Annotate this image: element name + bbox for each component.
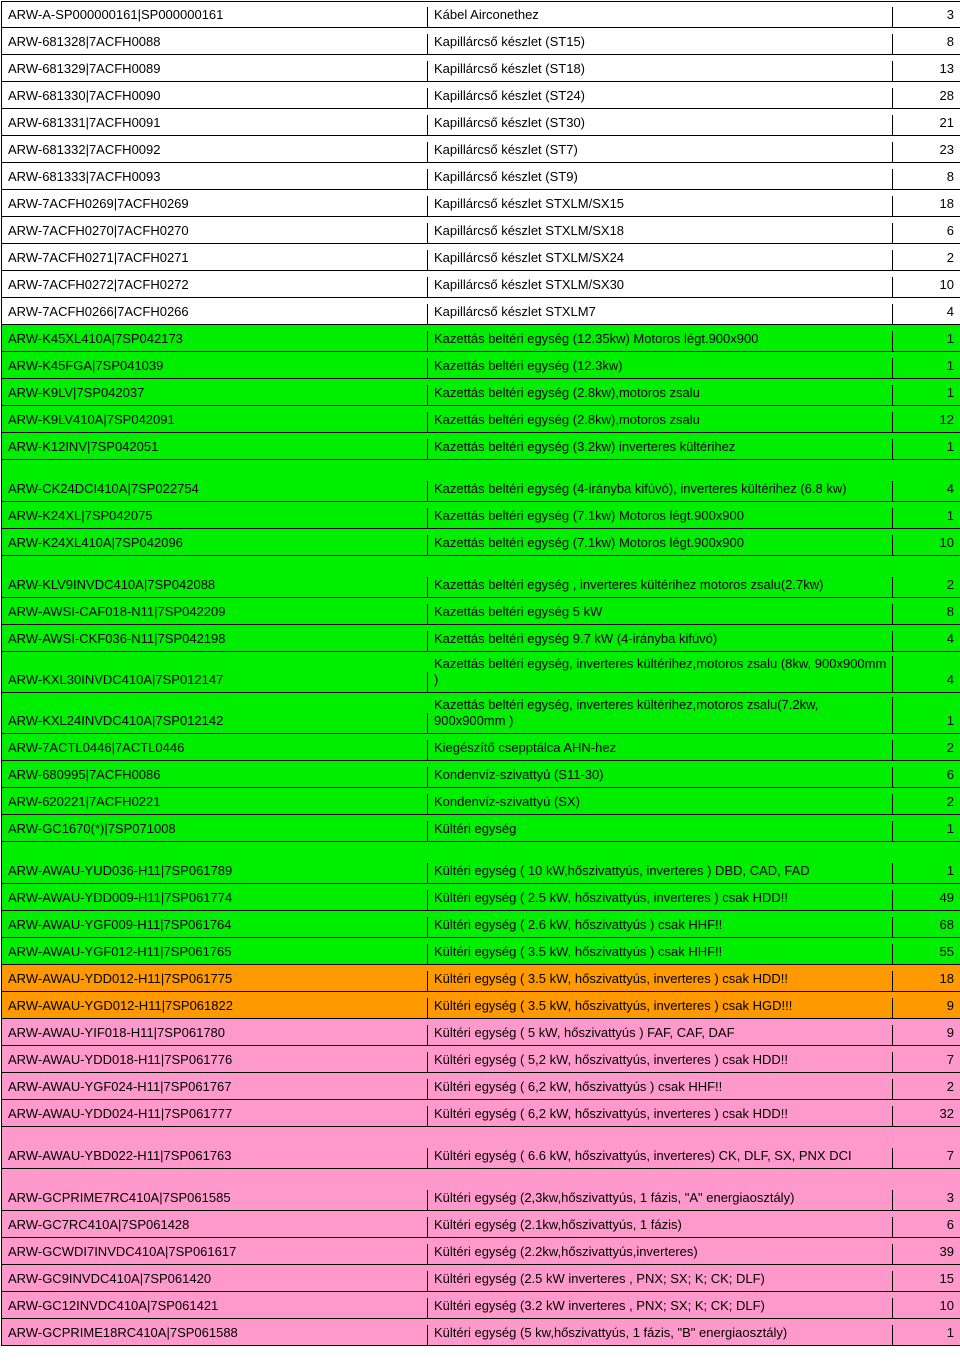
product-description-cell: Kapillárcső készlet STXLM/SX30: [428, 277, 893, 297]
product-code-cell: ARW-7ACTL0446|7ACTL0446: [2, 740, 428, 760]
quantity-cell: 1: [946, 331, 954, 346]
product-description-cell: Kültéri egység (2.2kw,hőszivattyús,inverteres): [428, 1244, 893, 1264]
product-code-cell: ARW-K9LV410A|7SP042091: [2, 412, 428, 432]
product-code-cell: ARW-AWAU-YBD022-H11|7SP061763: [2, 1148, 428, 1168]
product-code-cell: ARW-K45FGA|7SP041039: [2, 358, 428, 378]
product-code-cell: ARW-7ACFH0271|7ACFH0271: [2, 250, 428, 270]
table-row: [2, 502, 960, 529]
product-code-cell: ARW-KXL24INVDC410A|7SP012142: [2, 713, 428, 733]
quantity-cell: 2: [946, 794, 954, 809]
table-row: [2, 734, 960, 761]
quantity-cell: 1: [946, 508, 954, 523]
table-row: [2, 136, 960, 163]
quantity-cell: 6: [946, 1217, 954, 1232]
product-code-cell: ARW-681333|7ACFH0093: [2, 169, 428, 189]
table-row: [2, 761, 960, 788]
product-code-cell: ARW-K24XL410A|7SP042096: [2, 535, 428, 555]
product-description-cell: Kazettás beltéri egység , inverteres kültérihez motoros zsalu(2.7kw): [428, 577, 893, 597]
product-code-cell: ARW-GC12INVDC410A|7SP061421: [2, 1298, 428, 1318]
table-row: [2, 965, 960, 992]
product-code-cell: ARW-AWAU-YDD024-H11|7SP061777: [2, 1106, 428, 1126]
quantity-cell: 18: [939, 196, 954, 211]
product-description-cell: Kazettás beltéri egység 9.7 kW (4-irányba kifúvó): [428, 631, 893, 651]
product-description-cell: Kültéri egység ( 3.5 kW, hőszivattyús ) csak HHF!!: [428, 944, 893, 964]
product-description-cell: Kazettás beltéri egység (4-irányba kifúvó), inverteres kültérihez (6.8 kw): [428, 481, 893, 501]
product-description-cell: Kapillárcső készlet (ST7): [428, 142, 893, 162]
quantity-cell: 39: [939, 1244, 954, 1259]
product-description-cell: Kondenvíz-szivattyú (S11-30): [428, 767, 893, 787]
product-code-cell: ARW-K45XL410A|7SP042173: [2, 331, 428, 351]
quantity-cell: 4: [946, 304, 954, 319]
quantity-cell: 1: [946, 358, 954, 373]
product-description-cell: Kültéri egység ( 5,2 kW, hőszivattyús, inverteres ) csak HDD!!: [428, 1052, 893, 1072]
product-code-cell: ARW-AWSI-CKF036-N11|7SP042198: [2, 631, 428, 651]
table-row: [2, 109, 960, 136]
table-row: [2, 163, 960, 190]
table-row: [2, 598, 960, 625]
quantity-cell: 10: [939, 535, 954, 550]
quantity-cell: 1: [946, 1325, 954, 1340]
product-description-cell: Kültéri egység (2.5 kW inverteres , PNX; SX; K; CK; DLF): [428, 1271, 893, 1291]
product-code-cell: ARW-AWSI-CAF018-N11|7SP042209: [2, 604, 428, 624]
product-code-cell: ARW-680995|7ACFH0086: [2, 767, 428, 787]
quantity-cell: 1: [946, 821, 954, 836]
quantity-cell: 1: [946, 385, 954, 400]
product-code-cell: ARW-681331|7ACFH0091: [2, 115, 428, 135]
quantity-cell: 9: [946, 998, 954, 1013]
quantity-cell: 4: [946, 672, 954, 687]
table-row: [2, 28, 960, 55]
product-code-cell: ARW-GC1670(*)|7SP071008: [2, 821, 428, 841]
product-description-cell: Kültéri egység ( 10 kW,hőszivattyús, inverteres ) DBD, CAD, FAD: [428, 863, 893, 883]
product-description-cell: Kábel Airconethez: [428, 7, 893, 27]
product-description-cell: Kapillárcső készlet (ST30): [428, 115, 893, 135]
table-row: [2, 556, 960, 598]
quantity-cell: 23: [939, 142, 954, 157]
quantity-cell: 7: [946, 1148, 954, 1163]
table-row: [2, 938, 960, 965]
product-description-cell: Kapillárcső készlet (ST18): [428, 61, 893, 81]
product-description-cell: Kültéri egység (5 kw,hőszivattyús, 1 fázis, "B" energiaosztály): [428, 1325, 893, 1345]
product-description-cell: Kazettás beltéri egység 5 kW: [428, 604, 893, 624]
table-row: [2, 55, 960, 82]
table-row: [2, 244, 960, 271]
quantity-cell: 6: [946, 767, 954, 782]
product-description-cell: Kazettás beltéri egység (3.2kw) inverteres kültérihez: [428, 439, 893, 459]
table-row: [2, 460, 960, 502]
product-description-cell: Kapillárcső készlet STXLM/SX24: [428, 250, 893, 270]
quantity-cell: 3: [946, 7, 954, 22]
table-row: [2, 1292, 960, 1319]
table-row: [2, 271, 960, 298]
quantity-cell: 4: [946, 631, 954, 646]
product-description-cell: Kazettás beltéri egység (7.1kw) Motoros légt.900x900: [428, 535, 893, 555]
table-row: [2, 1169, 960, 1211]
table-row: [2, 884, 960, 911]
product-code-cell: ARW-GCWDI7INVDC410A|7SP061617: [2, 1244, 428, 1264]
product-code-cell: ARW-K24XL|7SP042075: [2, 508, 428, 528]
table-row: [2, 529, 960, 556]
quantity-cell: 55: [939, 944, 954, 959]
table-row: [2, 190, 960, 217]
table-row: [2, 992, 960, 1019]
product-code-cell: ARW-AWAU-YGD012-H11|7SP061822: [2, 998, 428, 1018]
quantity-cell: 28: [939, 88, 954, 103]
table-row: [2, 1238, 960, 1265]
product-description-cell: Kazettás beltéri egység (2.8kw),motoros zsalu: [428, 412, 893, 432]
quantity-cell: 6: [946, 223, 954, 238]
product-description-cell: Kazettás beltéri egység (7.1kw) Motoros légt.900x900: [428, 508, 893, 528]
product-description-cell: Kapillárcső készlet STXLM/SX15: [428, 196, 893, 216]
product-code-cell: ARW-681330|7ACFH0090: [2, 88, 428, 108]
table-row: [2, 217, 960, 244]
product-description-cell: Kapillárcső készlet (ST24): [428, 88, 893, 108]
quantity-cell: 1: [946, 863, 954, 878]
quantity-cell: 68: [939, 917, 954, 932]
table-row: [2, 1019, 960, 1046]
table-row: [2, 325, 960, 352]
table-row: [2, 693, 960, 734]
quantity-cell: 7: [946, 1052, 954, 1067]
product-code-cell: ARW-AWAU-YGF009-H11|7SP061764: [2, 917, 428, 937]
quantity-cell: 3: [946, 1190, 954, 1205]
product-code-cell: ARW-AWAU-YIF018-H11|7SP061780: [2, 1025, 428, 1045]
product-description-cell: Kazettás beltéri egység (2.8kw),motoros zsalu: [428, 385, 893, 405]
quantity-cell: 1: [946, 713, 954, 728]
table-row: [2, 815, 960, 842]
product-description-cell: Kültéri egység ( 6.6 kW, hőszivattyús, inverteres) CK, DLF, SX, PNX DCI: [428, 1148, 893, 1168]
table-row: [2, 1046, 960, 1073]
product-code-cell: ARW-620221|7ACFH0221: [2, 794, 428, 814]
product-description-cell: Kapillárcső készlet (ST15): [428, 34, 893, 54]
quantity-cell: 15: [939, 1271, 954, 1286]
quantity-cell: 32: [939, 1106, 954, 1121]
product-code-cell: ARW-AWAU-YGF012-H11|7SP061765: [2, 944, 428, 964]
quantity-cell: 2: [946, 740, 954, 755]
product-description-cell: Kültéri egység ( 3.5 kW, hőszivattyús, inverteres ) csak HGD!!!: [428, 998, 893, 1018]
table-row: [2, 911, 960, 938]
product-code-cell: ARW-7ACFH0269|7ACFH0269: [2, 196, 428, 216]
table-row: [2, 1073, 960, 1100]
table-row: [2, 298, 960, 325]
product-code-cell: ARW-K9LV|7SP042037: [2, 385, 428, 405]
product-description-cell: Kültéri egység (3.2 kW inverteres , PNX; SX; K; CK; DLF): [428, 1298, 893, 1318]
product-description-cell: Kültéri egység ( 6,2 kW, hőszivattyús, inverteres ) csak HDD!!: [428, 1106, 893, 1126]
table-row: [2, 625, 960, 652]
product-description-cell: Kapillárcső készlet STXLM/SX18: [428, 223, 893, 243]
product-description-cell: Kapillárcső készlet (ST9): [428, 169, 893, 189]
product-code-cell: ARW-CK24DCI410A|7SP022754: [2, 481, 428, 501]
product-code-cell: ARW-GCPRIME18RC410A|7SP061588: [2, 1325, 428, 1345]
product-description-cell: Kültéri egység ( 2.5 kW, hőszivattyús, inverteres ) csak HDD!!: [428, 890, 893, 910]
product-code-cell: ARW-GC7RC410A|7SP061428: [2, 1217, 428, 1237]
quantity-cell: 13: [939, 61, 954, 76]
product-code-cell: ARW-GCPRIME7RC410A|7SP061585: [2, 1190, 428, 1210]
quantity-cell: 8: [946, 169, 954, 184]
product-description-cell: Kültéri egység (2.1kw,hőszivattyús, 1 fázis): [428, 1217, 893, 1237]
product-code-cell: ARW-AWAU-YDD018-H11|7SP061776: [2, 1052, 428, 1072]
quantity-cell: 2: [946, 250, 954, 265]
quantity-cell: 10: [939, 277, 954, 292]
product-description-cell: Kiegészítő csepptálca AHN-hez: [428, 740, 893, 760]
table-row: [2, 788, 960, 815]
product-description-cell: Kazettás beltéri egység (12.3kw): [428, 358, 893, 378]
product-description-cell: Kazettás beltéri egység (12.35kw) Motoros légt.900x900: [428, 331, 893, 351]
quantity-cell: 12: [939, 412, 954, 427]
product-description-cell: Kültéri egység ( 2.6 kW, hőszivattyús ) csak HHF!!: [428, 917, 893, 937]
product-description-cell: Kültéri egység ( 6,2 kW, hőszivattyús ) csak HHF!!: [428, 1079, 893, 1099]
product-description-cell: Kazettás beltéri egység, inverteres kültérihez,motoros zsalu(7.2kw, 900x900mm ): [428, 697, 893, 733]
product-code-cell: ARW-681329|7ACFH0089: [2, 61, 428, 81]
table-row: [2, 652, 960, 693]
table-row: [2, 1211, 960, 1238]
table-row: [2, 352, 960, 379]
quantity-cell: 1: [946, 439, 954, 454]
quantity-cell: 2: [946, 577, 954, 592]
product-code-cell: ARW-AWAU-YGF024-H11|7SP061767: [2, 1079, 428, 1099]
quantity-cell: 2: [946, 1079, 954, 1094]
product-description-cell: Kondenvíz-szivattyú (SX): [428, 794, 893, 814]
product-code-cell: ARW-AWAU-YUD036-H11|7SP061789: [2, 863, 428, 883]
product-description-cell: Kültéri egység ( 3.5 kW, hőszivattyús, inverteres ) csak HDD!!: [428, 971, 893, 991]
product-description-cell: Kültéri egység (2,3kw,hőszivattyús, 1 fázis, "A" energiaosztály): [428, 1190, 893, 1210]
product-description-cell: Kültéri egység: [428, 821, 893, 841]
quantity-cell: 9: [946, 1025, 954, 1040]
table-row: [2, 1265, 960, 1292]
product-code-cell: ARW-681332|7ACFH0092: [2, 142, 428, 162]
table-row: [2, 433, 960, 460]
table-row: [2, 842, 960, 884]
quantity-cell: 8: [946, 604, 954, 619]
table-row: [2, 1127, 960, 1169]
product-description-cell: Kazettás beltéri egység, inverteres kültérihez,motoros zsalu (8kw, 900x900mm ): [428, 656, 893, 692]
quantity-cell: 4: [946, 481, 954, 496]
product-code-cell: ARW-7ACFH0272|7ACFH0272: [2, 277, 428, 297]
inventory-table: [1, 1, 960, 1346]
table-row: [2, 82, 960, 109]
product-code-cell: ARW-681328|7ACFH0088: [2, 34, 428, 54]
product-code-cell: ARW-GC9INVDC410A|7SP061420: [2, 1271, 428, 1291]
product-code-cell: ARW-KLV9INVDC410A|7SP042088: [2, 577, 428, 597]
table-row: [2, 379, 960, 406]
product-code-cell: ARW-K12INV|7SP042051: [2, 439, 428, 459]
product-description-cell: Kapillárcső készlet STXLM7: [428, 304, 893, 324]
table-row: [2, 1, 960, 28]
product-description-cell: Kültéri egység ( 5 kW, hőszivattyús ) FAF, CAF, DAF: [428, 1025, 893, 1045]
product-code-cell: ARW-A-SP000000161|SP000000161: [2, 7, 428, 27]
quantity-cell: 8: [946, 34, 954, 49]
quantity-cell: 10: [939, 1298, 954, 1313]
quantity-cell: 18: [939, 971, 954, 986]
table-row: [2, 406, 960, 433]
table-row: [2, 1100, 960, 1127]
quantity-cell: 21: [939, 115, 954, 130]
product-code-cell: ARW-AWAU-YDD012-H11|7SP061775: [2, 971, 428, 991]
product-code-cell: ARW-KXL30INVDC410A|7SP012147: [2, 672, 428, 692]
product-code-cell: ARW-7ACFH0270|7ACFH0270: [2, 223, 428, 243]
product-code-cell: ARW-AWAU-YDD009-H11|7SP061774: [2, 890, 428, 910]
quantity-cell: 49: [939, 890, 954, 905]
product-code-cell: ARW-7ACFH0266|7ACFH0266: [2, 304, 428, 324]
table-row: [2, 1319, 960, 1346]
